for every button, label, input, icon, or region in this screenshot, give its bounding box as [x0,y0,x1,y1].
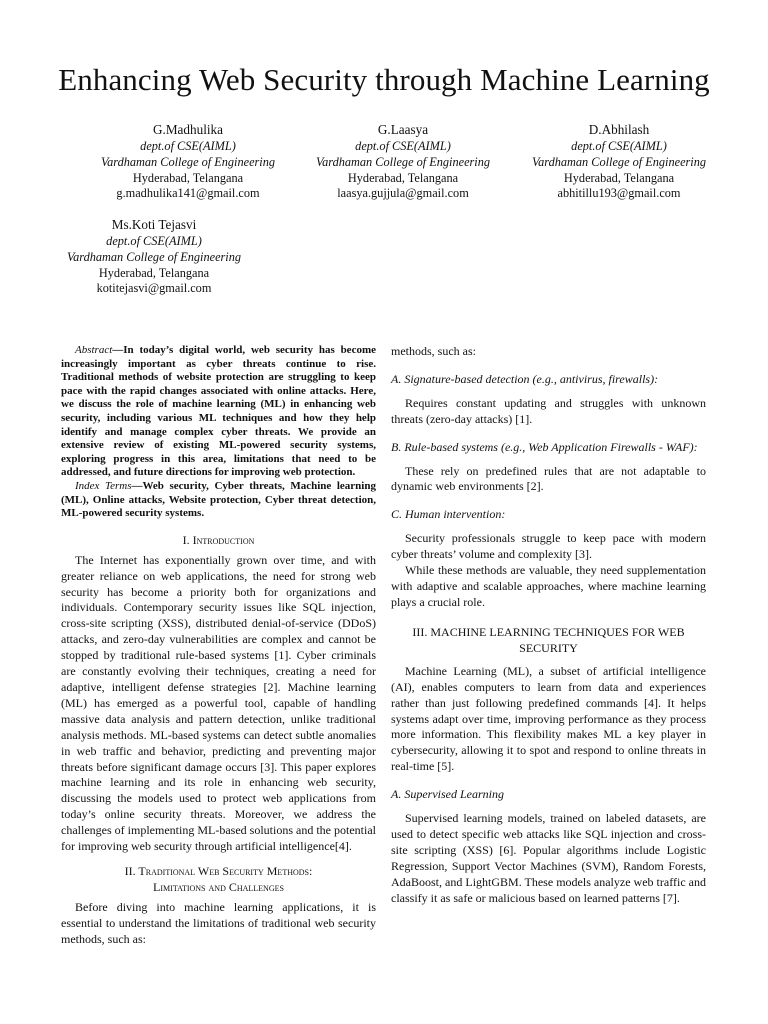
author-college: Vardhaman College of Engineering [66,249,242,264]
author-block [34,216,274,297]
paper-title: Enhancing Web Security through Machine Learning [58,62,710,97]
author-dept: dept.of CSE(AIML) [140,139,236,153]
section-heading-introduction: I. Introduction [182,532,255,547]
right-column [391,344,706,906]
subsection-heading-rule-based: B. Rule-based systems (e.g., Web Application Firewalls - WAF): [391,439,698,454]
author-dept: dept.of CSE(AIML) [106,234,202,248]
author-email: abhitillu193@gmail.com [557,186,681,201]
introduction-paragraph: The Internet has exponentially grown over time, and with greater reliance on web applications, the need for strong web security has become a priority both for organizations and individuals. Contemporary security issues like SQL injection, cross-site scripting (XSS), distributed denial-of-service (DDoS) attacks, and zero-day vulnerabilities are complex and cannot be stopped by traditional rule-based systems [1]. Cyber criminals are constantly evolving their techniques, creating a need for adaptive, intelligent defense strategies [2]. Machine learning (ML) has emerged as a powerful tool, capable of handling massive data analysis and pattern detection, unlike traditional analysis methods. ML-based systems can detect subtle anomalies in web traffic and behavior, predicting and preventing major threats before significant damage occurs [3]. This paper explores machine learning and its role in enhancing web security, discussing the models used to protect web applications from today’s online security threats. Moreover, we address the challenges of implementing ML-based solutions and the potential for improving web security through artificial intelligence[4]. [61,552,376,854]
traditional-methods-paragraph: Before diving into machine learning applications, it is essential to understand the limitations of traditional web security methods, such as: [61,899,376,946]
index-terms-text: —Web security, Cyber threats, Machine learning (ML), Online attacks, Website protection, Cyber threat detection, ML-powered security systems. [61,479,376,520]
author-email: laasya.gujjula@gmail.com [337,186,469,201]
author-location: Hyderabad, Telangana [132,170,244,185]
author-college: Vardhaman College of Engineering [315,154,491,169]
author-block [68,121,308,202]
author-name: D.Abhilash [588,122,650,137]
section-heading-traditional-methods-line2: Limitations and Challenges [153,879,284,894]
subsection-heading-human: C. Human intervention: [391,507,506,522]
rule-based-paragraph: These rely on predefined rules that are not adaptable to dynamic web environments [2]. [391,463,706,494]
author-name: G.Laasya [377,122,429,137]
supervised-paragraph: Supervised learning models, trained on labeled datasets, are used to detect specific web attacks like SQL injection and cross-site scripting (XSS) [6]. Popular algorithms include Logistic Regression, Support Vector Machines (SVM), Random Forests, AdaBoost, and LightGBM. These models analyze web traffic and classify it as safe or malicious based on learned patterns [7]. [391,811,706,905]
author-email: g.madhulika141@gmail.com [116,186,260,201]
index-terms [61,480,376,521]
author-location: Hyderabad, Telangana [347,170,459,185]
index-terms-label: Index Terms [75,479,132,492]
author-college: Vardhaman College of Engineering [531,154,707,169]
ml-techniques-paragraph: Machine Learning (ML), a subset of artificial intelligence (AI), enables computers to learn from data and experiences rather than just following predefined commands [4]. It helps systems adapt over time, improving performance as they process more information. This flexibility makes ML a key player in cybersecurity, allowing it to spot and respond to online threats in real-time [5]. [391,663,706,774]
human-paragraph-1: Security professionals struggle to keep pace with modern cyber threats’ volume and complexity [3]. [391,531,706,562]
human-paragraph-2: While these methods are valuable, they need supplementation with adaptive and scalable approaches, where machine learning plays a crucial role. [391,563,706,609]
subsection-heading-supervised: A. Supervised Learning [391,787,504,802]
abstract-label: Abstract [75,344,113,356]
subsection-heading-signature: A. Signature-based detection (e.g., antivirus, firewalls): [391,371,659,386]
left-column [61,344,376,948]
abstract-text: —In today’s digital world, web security has become increasingly important as cyber threats continue to rise. Traditional methods of website protection are struggling to keep pace with the rapid changes associated with online attacks. Here, we discuss the role of machine learning (ML) in enhancing web security, including various ML techniques and how they help identify and manage complex cyber threats. We provide an extensive review of existing ML-powered security systems, exploring progress in this area, limitations that need to be addressed, and future directions for improving web protection. [61,344,376,479]
author-email: kotitejasvi@gmail.com [96,281,212,296]
author-name: G.Madhulika [153,122,223,137]
section-heading-ml-techniques: III. MACHINE LEARNING TECHNIQUES FOR WEB SECURITY [412,624,685,655]
author-block [499,121,739,202]
abstract [61,344,376,480]
author-location: Hyderabad, Telangana [98,265,210,280]
author-location: Hyderabad, Telangana [563,170,675,185]
author-dept: dept.of CSE(AIML) [571,139,667,153]
signature-paragraph: Requires constant updating and struggles with unknown threats (zero-day attacks) [1]. [391,395,706,426]
author-dept: dept.of CSE(AIML) [355,139,451,153]
section-heading-traditional-methods: II. Traditional Web Security Methods: [124,863,313,878]
continued-text: methods, such as: [391,344,476,358]
author-block [283,121,523,202]
author-college: Vardhaman College of Engineering [100,154,276,169]
author-name: Ms.Koti Tejasvi [111,217,197,232]
